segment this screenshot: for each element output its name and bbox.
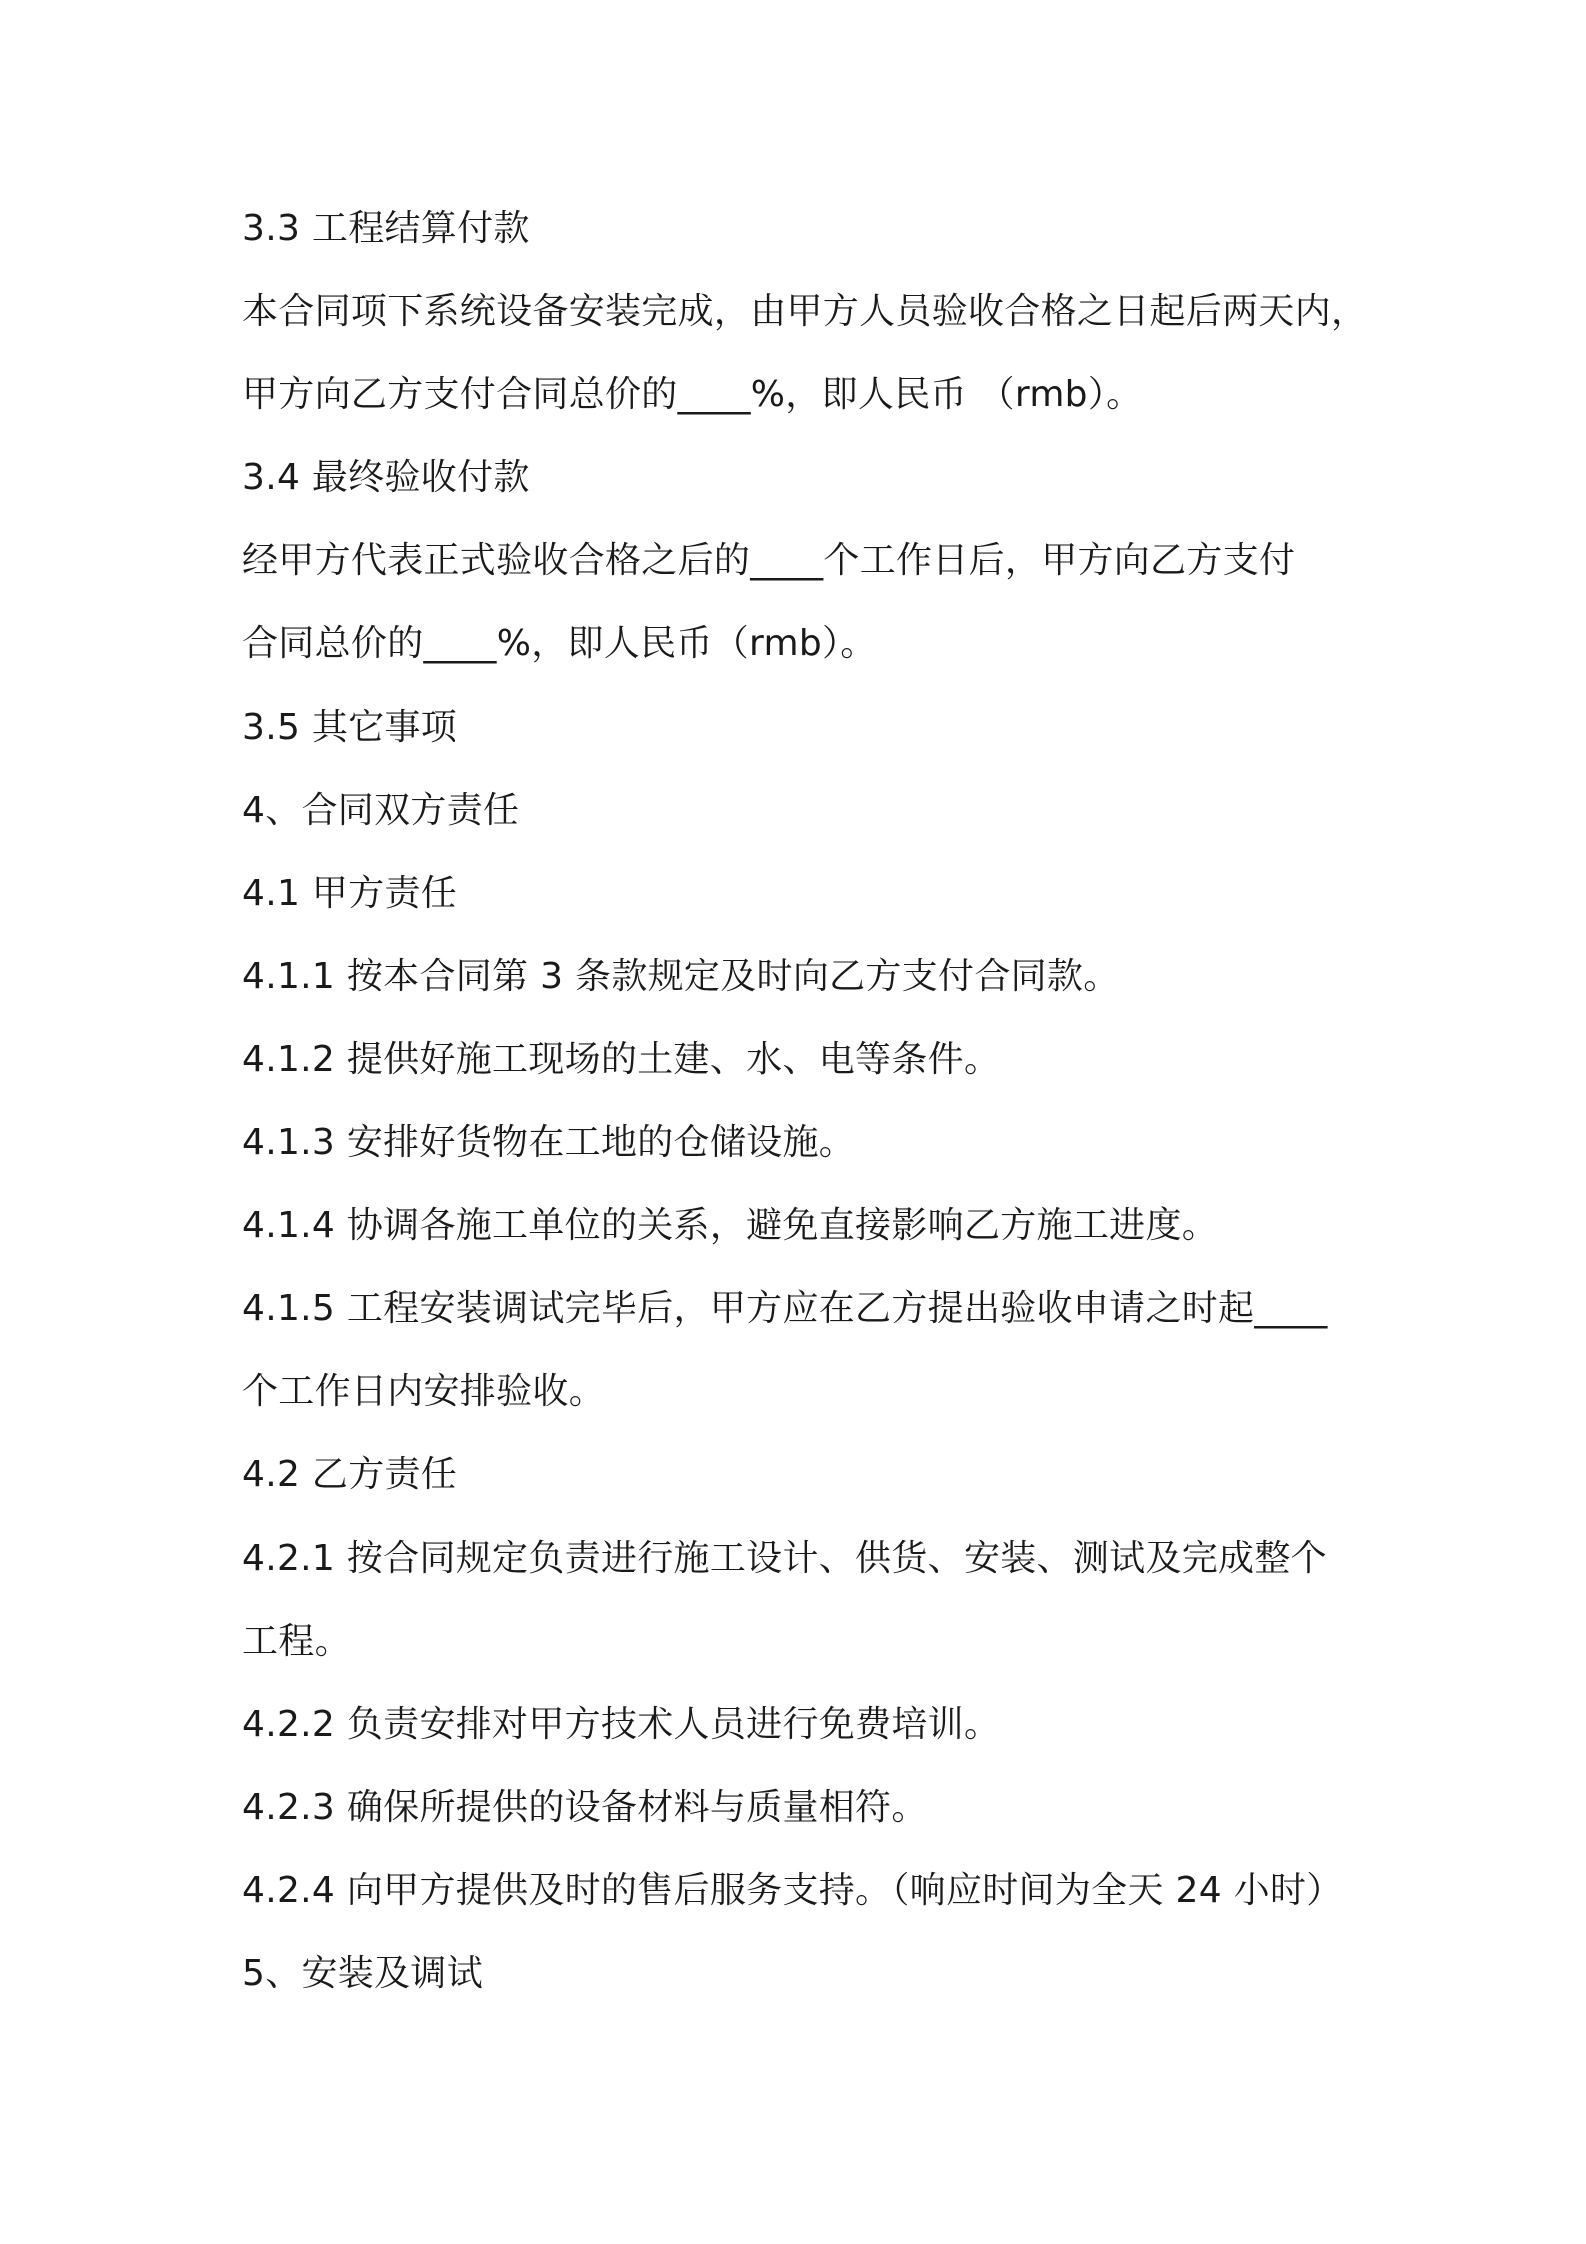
clause-4-2-1: 4.2.1 按合同规定负责进行施工设计、供货、安装、测试及完成整个 — [242, 1537, 1327, 1579]
paragraph-line: 个工作日内安排验收。 — [242, 1371, 606, 1413]
paragraph-line: 甲方向乙方支付合同总价的____%，即人民币 （rmb）。 — [242, 374, 1143, 416]
clause-4-2-2: 4.2.2 负责安排对甲方技术人员进行免费培训。 — [242, 1703, 1001, 1745]
clause-4-1-1: 4.1.1 按本合同第 3 条款规定及时向乙方支付合同款。 — [242, 955, 1120, 997]
section-heading-4-2: 4.2 乙方责任 — [242, 1454, 458, 1496]
section-heading-3-3: 3.3 工程结算付款 — [242, 208, 530, 249]
paragraph-line: 本合同项下系统设备安装完成，由甲方人员验收合格之日起后两天内， — [242, 291, 1368, 333]
clause-4-1-5: 4.1.5 工程安装调试完毕后，甲方应在乙方提出验收申请之时起____ — [242, 1288, 1328, 1330]
clause-4-2-3: 4.2.3 确保所提供的设备材料与质量相符。 — [242, 1786, 928, 1828]
clause-4-2-4: 4.2.4 向甲方提供及时的售后服务支持。（响应时间为全天 24 小时） — [242, 1869, 1343, 1911]
clause-4-1-2: 4.1.2 提供好施工现场的土建、水、电等条件。 — [242, 1038, 1001, 1080]
document-body — [242, 199, 1382, 2027]
section-heading-4: 4、合同双方责任 — [242, 789, 520, 831]
section-heading-3-4: 3.4 最终验收付款 — [242, 457, 530, 499]
paragraph-line: 工程。 — [242, 1620, 351, 1662]
section-heading-5: 5、安装及调试 — [242, 1952, 484, 1994]
paragraph-line: 经甲方代表正式验收合格之后的____个工作日后，甲方向乙方支付 — [242, 540, 1296, 582]
paragraph-line: 合同总价的____%，即人民币（rmb）。 — [242, 623, 877, 665]
clause-4-1-4: 4.1.4 协调各施工单位的关系，避免直接影响乙方施工进度。 — [242, 1205, 1219, 1247]
section-heading-3-5: 3.5 其它事项 — [242, 706, 458, 748]
section-heading-4-1: 4.1 甲方责任 — [242, 872, 458, 914]
clause-4-1-3: 4.1.3 安排好货物在工地的仓储设施。 — [242, 1122, 856, 1164]
